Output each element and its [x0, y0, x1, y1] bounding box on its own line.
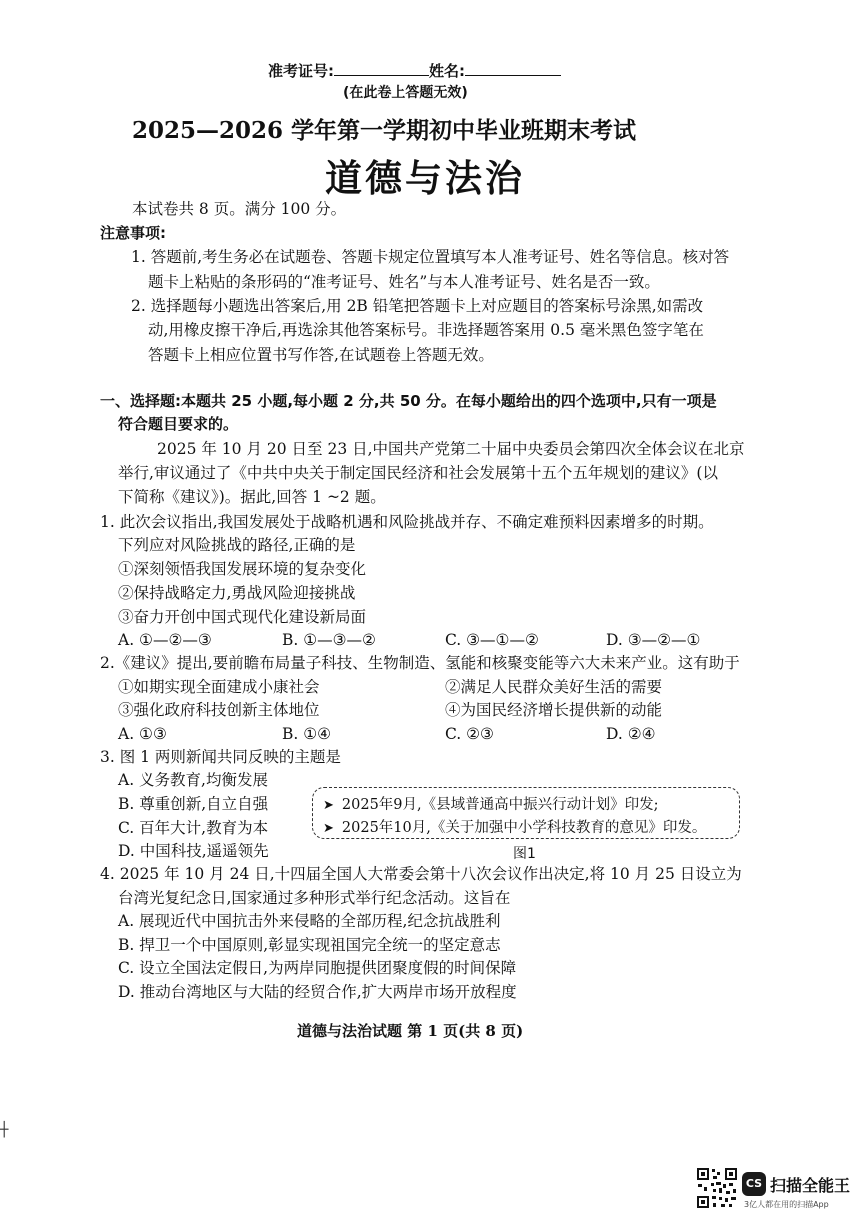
- q2-stem: 2.《建议》提出,要前瞻布局量子科技、生物制造、氢能和核聚变能等六大未来产业。这有助于: [100, 654, 740, 672]
- q2-item-3: ③强化政府科技创新主体地位: [118, 701, 320, 719]
- q1-option-d[interactable]: D. ③—②—①: [606, 631, 701, 649]
- q3-option-a[interactable]: A. 义务教育,均衡发展: [118, 771, 268, 789]
- q2-option-d[interactable]: D. ②④: [606, 725, 656, 743]
- camscanner-logo-icon: CS: [742, 1172, 766, 1196]
- material-line-1: 2025 年 10 月 20 日至 23 日,中国共产党第二十届中央委员会第四次全体会议在北京: [157, 440, 745, 458]
- name-label: 姓名:: [429, 62, 465, 80]
- q2-item-2: ②满足人民群众美好生活的需要: [445, 678, 663, 696]
- q1-item-1: ①深刻领悟我国发展环境的复杂变化: [118, 560, 367, 578]
- section-1-title: 一、选择题:本题共 25 小题,每小题 2 分,共 50 分。在每小题给出的四个选项中,只有一项是: [100, 392, 717, 410]
- q2-option-a[interactable]: A. ①③: [118, 725, 167, 743]
- q4-option-d[interactable]: D. 推动台湾地区与大陆的经贸合作,扩大两岸市场开放程度: [118, 983, 517, 1001]
- q1-item-2: ②保持战略定力,勇战风险迎接挑战: [118, 584, 356, 602]
- qr-code-icon: [695, 1166, 739, 1210]
- note-1-line-1: 1. 答题前,考生务必在试题卷、答题卡规定位置填写本人准考证号、姓名等信息。核对答: [131, 248, 730, 266]
- answer-invalid-notice: (在此卷上答题无效): [343, 85, 468, 101]
- q3-stem: 3. 图 1 两则新闻共同反映的主题是: [100, 748, 341, 766]
- page-footer: 道德与法治试题 第 1 页(共 8 页): [297, 1022, 524, 1040]
- scan-edge-mark: ┼: [0, 1122, 9, 1138]
- q1-option-a[interactable]: A. ①—②—③: [118, 631, 212, 649]
- q2-option-c[interactable]: C. ②③: [445, 725, 494, 743]
- q2-item-4: ④为国民经济增长提供新的动能: [445, 701, 663, 719]
- app-tagline: 3亿人都在用的扫描App: [744, 1200, 829, 1209]
- exam-id-label: 准考证号:: [268, 62, 334, 80]
- q4-stem: 4. 2025 年 10 月 24 日,十四届全国人大常委会第十八次会议作出决定,将 10 月 25 日设立为: [100, 865, 742, 883]
- q3-option-c[interactable]: C. 百年大计,教育为本: [118, 819, 269, 837]
- q2-option-b[interactable]: B. ①④: [282, 725, 332, 743]
- figure-1-caption: 图1: [513, 846, 536, 862]
- q1-stem-cont: 下列应对风险挑战的路径,正确的是: [118, 536, 356, 554]
- material-line-3: 下简称《建议》)。据此,回答 1 ~2 题。: [118, 488, 386, 506]
- note-1-line-2: 题卡上粘贴的条形码的“准考证号、姓名”与本人准考证号、姓名是否一致。: [148, 273, 660, 291]
- q4-option-c[interactable]: C. 设立全国法定假日,为两岸同胞提供团聚度假的时间保障: [118, 959, 517, 977]
- q4-stem-cont: 台湾光复纪念日,国家通过多种形式举行纪念活动。这旨在: [118, 889, 511, 907]
- q2-item-1: ①如期实现全面建成小康社会: [118, 678, 320, 696]
- material-line-2: 举行,审议通过了《中共中央关于制定国民经济和社会发展第十五个五年规划的建议》(以: [118, 464, 718, 482]
- q4-option-b[interactable]: B. 捍卫一个中国原则,彰显实现祖国完全统一的坚定意志: [118, 936, 501, 954]
- note-2-line-1: 2. 选择题每小题选出答案后,用 2B 铅笔把答题卡上对应题目的答案标号涂黑,如需改: [131, 297, 704, 315]
- notes-title: 注意事项:: [100, 224, 166, 242]
- note-2-line-2: 动,用橡皮擦干净后,再选涂其他答案标号。非选择题答案用 0.5 毫米黑色签字笔在: [148, 321, 704, 339]
- q3-option-b[interactable]: B. 尊重创新,自立自强: [118, 795, 269, 813]
- news-item-2: ➤ 2025年10月,《关于加强中小学科技教育的意见》印发。: [323, 820, 707, 836]
- figure-1-news-box: [312, 787, 740, 839]
- arrow-bullet-icon: ➤: [323, 821, 334, 836]
- news-item-1: ➤ 2025年9月,《县域普通高中振兴行动计划》印发;: [323, 797, 659, 813]
- exam-id-field: [268, 60, 561, 81]
- exam-id-blank: [334, 61, 429, 76]
- app-name: 扫描全能王: [770, 1176, 851, 1195]
- section-1-title-cont: 符合题目要求的。: [118, 415, 239, 433]
- q1-option-c[interactable]: C. ③—①—②: [445, 631, 539, 649]
- q4-option-a[interactable]: A. 展现近代中国抗击外来侵略的全部历程,纪念抗战胜利: [118, 912, 501, 930]
- arrow-bullet-icon: ➤: [323, 798, 334, 813]
- q3-option-d[interactable]: D. 中国科技,遥遥领先: [118, 842, 269, 860]
- subject-title: 道德与法治: [325, 157, 525, 200]
- q1-option-b[interactable]: B. ①—③—②: [282, 631, 376, 649]
- exam-title: 2025—2026 学年第一学期初中毕业班期末考试: [132, 117, 637, 144]
- q1-item-3: ③奋力开创中国式现代化建设新局面: [118, 608, 367, 626]
- note-2-line-3: 答题卡上相应位置书写作答,在试题卷上答题无效。: [148, 346, 494, 364]
- q1-stem: 1. 此次会议指出,我国发展处于战略机遇和风险挑战并存、不确定难预料因素增多的时期。: [100, 513, 714, 531]
- name-blank: [465, 61, 561, 76]
- paper-summary: 本试卷共 8 页。满分 100 分。: [132, 200, 347, 218]
